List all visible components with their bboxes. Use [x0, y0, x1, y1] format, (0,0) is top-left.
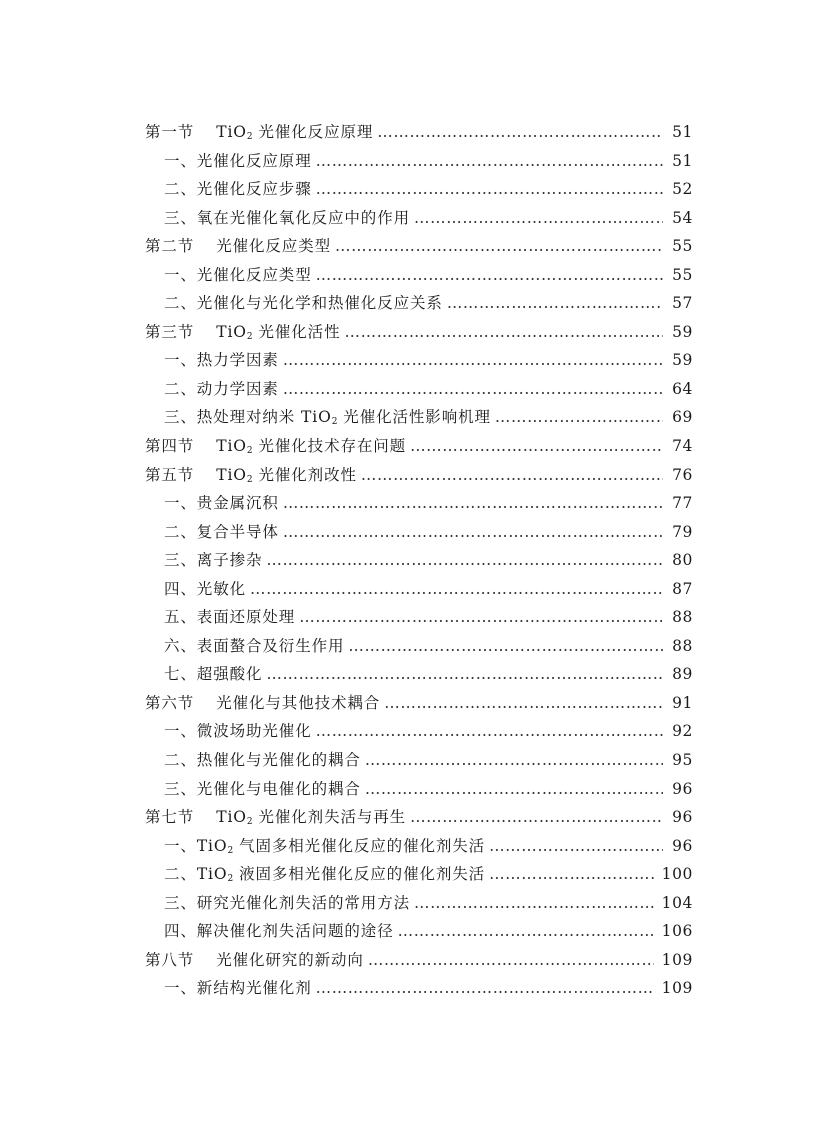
dot-leader	[384, 689, 663, 718]
chem-formula: TiO	[216, 808, 247, 827]
page-number: 51	[672, 123, 693, 141]
toc-subsection-entry	[145, 518, 693, 547]
toc-entry-title	[164, 889, 410, 918]
dot-leader	[266, 546, 663, 575]
toc-subsection-entry	[145, 632, 693, 661]
dot-leader	[414, 204, 663, 233]
page-number: 87	[672, 579, 693, 598]
dot-leader	[316, 175, 663, 204]
toc-subsection-entry	[145, 832, 693, 861]
entry-text: 五、表面还原处理	[164, 608, 296, 627]
entry-text: 七、超强酸化	[164, 665, 263, 684]
toc-subsection-entry	[145, 375, 693, 404]
entry-text: 光催化活性影响机理	[337, 408, 491, 427]
dot-leader	[489, 832, 663, 861]
entry-text: 光催化研究的新动向	[216, 950, 364, 969]
toc-subsection-entry	[145, 917, 693, 946]
section-number: 第三节	[145, 322, 195, 341]
toc-entry-title	[164, 717, 312, 746]
chem-subscript: 2	[246, 474, 253, 485]
page-number: 91	[672, 693, 693, 712]
section-number: 第七节	[145, 808, 195, 827]
page-number: 80	[672, 551, 693, 570]
page-number: 76	[672, 465, 693, 484]
page-number: 96	[672, 836, 693, 855]
toc-entry-title	[164, 746, 361, 775]
dot-leader	[344, 318, 663, 347]
dot-leader	[250, 575, 663, 604]
page-number: 52	[672, 180, 693, 199]
dot-leader	[266, 660, 663, 689]
toc-entry-title	[164, 603, 295, 632]
page-number: 95	[672, 751, 693, 770]
toc-section-entry	[145, 461, 693, 490]
chem-subscript: 2	[227, 845, 234, 856]
chem-subscript: 2	[246, 331, 253, 342]
dot-leader	[414, 889, 654, 918]
toc-subsection-entry	[145, 575, 693, 604]
entry-text: 二、热催化与光催化的耦合	[164, 751, 361, 770]
section-number: 第四节	[145, 437, 195, 456]
toc-subsection-entry	[145, 717, 693, 746]
chem-subscript: 2	[246, 446, 253, 457]
page-number: 89	[672, 665, 693, 684]
toc-entry-title	[164, 917, 394, 946]
dot-leader	[495, 403, 663, 432]
toc-entry-title	[145, 689, 380, 718]
dot-leader	[316, 147, 663, 176]
dot-leader	[348, 632, 663, 661]
toc-entry-title	[145, 232, 331, 261]
page-number: 96	[672, 808, 693, 827]
toc-subsection-entry	[145, 889, 693, 918]
section-number: 第八节	[145, 950, 195, 969]
entry-text: 二、复合半导体	[164, 522, 279, 541]
toc-entry-title	[164, 261, 312, 290]
page-number: 59	[672, 351, 693, 370]
toc-subsection-entry	[145, 546, 693, 575]
section-number: 第五节	[145, 465, 195, 484]
page-number: 55	[672, 237, 693, 256]
toc-subsection-entry	[145, 603, 693, 632]
toc-subsection-entry	[145, 204, 693, 233]
dot-leader	[447, 289, 663, 318]
chem-formula: TiO	[216, 322, 247, 341]
entry-text: 三、研究光催化剂失活的常用方法	[164, 893, 411, 912]
entry-text: 光催化反应原理	[252, 123, 374, 141]
dot-leader	[316, 261, 663, 290]
toc-entry-title	[164, 289, 443, 318]
entry-text: 四、解决催化剂失活问题的途径	[164, 922, 394, 941]
page-number: 55	[672, 265, 693, 284]
toc-entry-title	[164, 660, 262, 689]
toc-section-entry	[145, 689, 693, 718]
entry-text: 液固多相光催化反应的催化剂失活	[233, 865, 486, 884]
dot-leader	[365, 775, 663, 804]
toc-entry-title	[164, 632, 344, 661]
toc-subsection-entry	[145, 261, 693, 290]
entry-text: 六、表面螯合及衍生作用	[164, 636, 345, 655]
entry-text: 一、光催化反应类型	[164, 265, 312, 284]
page-number: 57	[672, 294, 693, 313]
section-number: 第二节	[145, 237, 195, 256]
page-number: 54	[672, 208, 693, 227]
toc-subsection-entry	[145, 974, 693, 1003]
toc-section-entry	[145, 318, 693, 347]
dot-leader	[377, 118, 663, 147]
toc-entry-title	[164, 974, 312, 1003]
toc-entry-title	[164, 546, 262, 575]
toc-section-entry	[145, 803, 693, 832]
toc-subsection-entry	[145, 289, 693, 318]
entry-text: 二、	[164, 865, 197, 884]
dot-leader	[316, 974, 654, 1003]
toc-entry-title	[164, 489, 279, 518]
dot-leader	[283, 489, 663, 518]
section-number: 第六节	[145, 693, 195, 712]
table-of-contents	[145, 118, 693, 1003]
entry-text: 三、氧在光催化氧化反应中的作用	[164, 208, 411, 227]
entry-text: 一、新结构光催化剂	[164, 979, 312, 998]
page-number: 69	[672, 408, 693, 427]
toc-subsection-entry	[145, 660, 693, 689]
chem-subscript: 2	[227, 874, 234, 885]
page-number: 109	[661, 979, 693, 998]
dot-leader	[283, 346, 663, 375]
entry-text: 四、光敏化	[164, 579, 247, 598]
chem-subscript: 2	[246, 817, 253, 828]
entry-text: 气固多相光催化反应的催化剂失活	[233, 836, 486, 855]
toc-entry-title	[164, 518, 279, 547]
chem-formula: TiO	[216, 123, 247, 141]
entry-text: 二、光催化反应步骤	[164, 180, 312, 199]
dot-leader	[398, 917, 654, 946]
chem-formula: TiO	[196, 836, 228, 855]
entry-text: 光催化与其他技术耦合	[216, 693, 381, 712]
entry-text: 光催化剂失活与再生	[252, 808, 407, 827]
entry-text: 二、动力学因素	[164, 379, 279, 398]
page-number: 79	[672, 522, 693, 541]
toc-entry-title	[164, 204, 410, 233]
toc-entry-title	[164, 375, 279, 404]
entry-text: 一、微波场助光催化	[164, 722, 312, 741]
dot-leader	[410, 803, 663, 832]
toc-section-entry	[145, 946, 693, 975]
page-number: 96	[672, 779, 693, 798]
chem-formula: TiO	[196, 865, 228, 884]
entry-text: 二、光催化与光化学和热催化反应关系	[164, 294, 443, 313]
entry-text: 一、	[164, 836, 197, 855]
dot-leader	[299, 603, 663, 632]
toc-subsection-entry	[145, 403, 693, 432]
dot-leader	[489, 860, 654, 889]
toc-entry-title	[164, 147, 312, 176]
dot-leader	[316, 717, 663, 746]
page-number: 88	[672, 608, 693, 627]
toc-subsection-entry	[145, 175, 693, 204]
entry-text: 三、光催化与电催化的耦合	[164, 779, 361, 798]
entry-text: 光催化剂改性	[252, 465, 357, 484]
toc-section-entry	[145, 118, 693, 147]
chem-formula: TiO	[301, 408, 332, 427]
toc-entry-title	[164, 775, 361, 804]
toc-subsection-entry	[145, 147, 693, 176]
toc-section-entry	[145, 432, 693, 461]
entry-text: 三、热处理对纳米	[164, 408, 302, 427]
entry-text: 光催化活性	[252, 322, 341, 341]
toc-subsection-entry	[145, 346, 693, 375]
toc-section-entry	[145, 232, 693, 261]
chem-subscript: 2	[246, 132, 253, 142]
toc-subsection-entry	[145, 775, 693, 804]
toc-entry-title	[164, 575, 246, 604]
page-number: 51	[672, 151, 693, 170]
page-number: 64	[672, 379, 693, 398]
dot-leader	[335, 232, 663, 261]
chem-formula: TiO	[216, 465, 247, 484]
entry-text: 光催化反应类型	[216, 237, 332, 256]
page-number: 88	[672, 636, 693, 655]
dot-leader	[365, 746, 663, 775]
page-number: 104	[661, 893, 693, 912]
toc-entry-title	[164, 346, 279, 375]
dot-leader	[283, 375, 663, 404]
page-number: 92	[672, 722, 693, 741]
chem-formula: TiO	[216, 437, 247, 456]
dot-leader	[410, 432, 663, 461]
entry-text: 三、离子掺杂	[164, 551, 263, 570]
toc-entry-title	[145, 946, 364, 975]
toc-subsection-entry	[145, 746, 693, 775]
toc-subsection-entry	[145, 489, 693, 518]
toc-entry-title	[164, 175, 312, 204]
page-number: 77	[672, 494, 693, 513]
page-number: 74	[672, 437, 693, 456]
dot-leader	[283, 518, 663, 547]
entry-text: 一、热力学因素	[164, 351, 279, 370]
dot-leader	[368, 946, 654, 975]
dot-leader	[361, 461, 663, 490]
chem-subscript: 2	[331, 417, 338, 428]
page-number: 109	[661, 950, 693, 969]
toc-subsection-entry	[145, 860, 693, 889]
section-number: 第一节	[145, 123, 195, 141]
page-number: 106	[661, 922, 693, 941]
page-number: 59	[672, 322, 693, 341]
entry-text: 一、贵金属沉积	[164, 494, 279, 513]
entry-text: 一、光催化反应原理	[164, 151, 312, 170]
page-number: 100	[661, 865, 693, 884]
entry-text: 光催化技术存在问题	[252, 437, 407, 456]
